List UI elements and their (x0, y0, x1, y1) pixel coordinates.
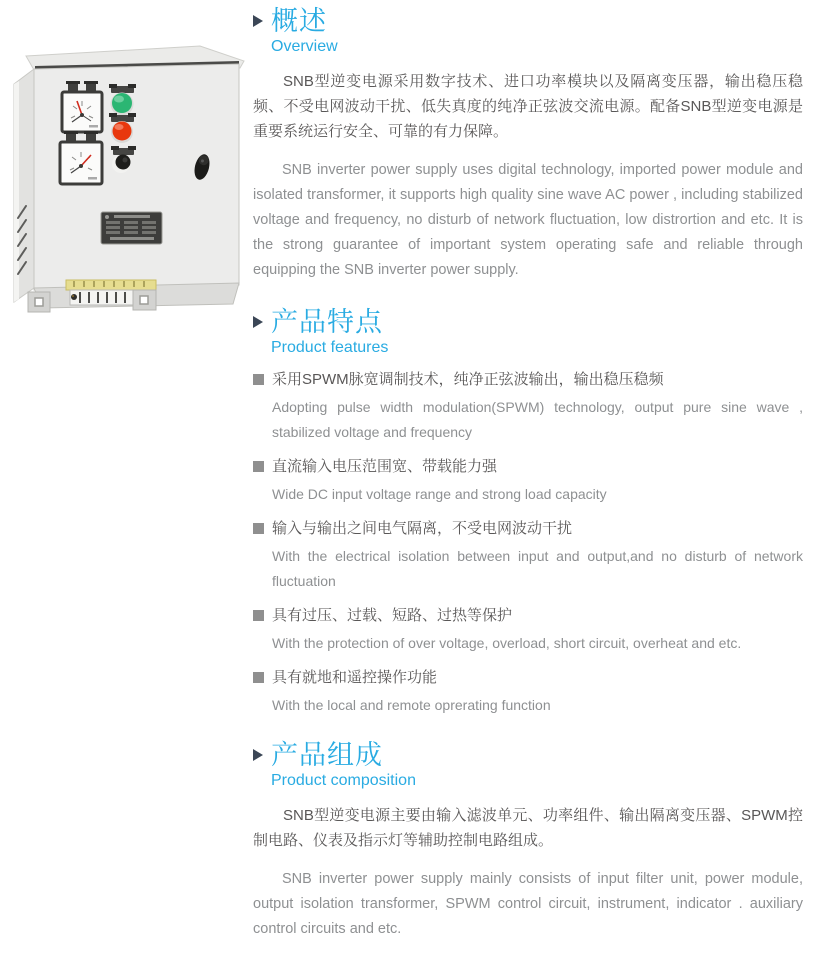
feature-text-en: With the protection of over voltage, overload, short circuit, overheat and etc. (272, 635, 742, 651)
bullet-square-icon (253, 672, 264, 683)
feature-item (253, 456, 803, 507)
section-marker-icon (253, 316, 263, 328)
feature-cn-line (253, 518, 803, 539)
feature-cn-line (253, 605, 803, 626)
section-product-features (253, 307, 803, 718)
feature-text-cn: 直流输入电压范围宽、带载能力强 (272, 458, 498, 475)
overview-title-cn: 概述 (271, 6, 327, 36)
feature-item (253, 667, 803, 718)
section-product-composition (253, 740, 803, 942)
feature-cn-line (253, 667, 803, 688)
section-overview (253, 6, 803, 283)
bullet-square-icon (253, 610, 264, 621)
section-marker-icon (253, 749, 263, 761)
features-header (253, 307, 803, 358)
features-title-cn: 产品特点 (271, 307, 383, 337)
features-title-en: Product features (271, 339, 389, 356)
composition-paragraph-en: SNB inverter power supply mainly consists of input filter unit, power module, output isolation transformer, SPWM control circuit, instrument, indicator . auxiliary control circuits and etc. (253, 871, 803, 937)
feature-item (253, 605, 803, 656)
feature-text-en: With the local and remote oprerating function (272, 697, 551, 713)
feature-cn-line (253, 369, 803, 390)
feature-text-cn: 采用SPWM脉宽调制技术，纯净正弦波输出，输出稳压稳频 (272, 371, 664, 388)
feature-text-en: Adopting pulse width modulation(SPWM) technology, output pure sine wave , stabilized voltage and frequency (272, 399, 803, 440)
composition-title-cn: 产品组成 (271, 740, 383, 770)
composition-title-en: Product composition (271, 772, 416, 789)
cabinet-side-panel (14, 69, 34, 302)
overview-title-en: Overview (271, 38, 338, 55)
feature-text-en: Wide DC input voltage range and strong load capacity (272, 486, 607, 502)
mounting-foot-icon (28, 292, 50, 312)
feature-cn-line (253, 456, 803, 477)
bullet-square-icon (253, 374, 264, 385)
feature-item (253, 369, 803, 445)
feature-text-cn: 输入与输出之间电气隔离，不受电网波动干扰 (272, 520, 573, 537)
feature-text-cn: 具有过压、过载、短路、过热等保护 (272, 607, 513, 624)
section-marker-icon (253, 15, 263, 27)
overview-header (253, 6, 803, 57)
feature-item (253, 518, 803, 594)
overview-paragraph-cn: SNB型逆变电源采用数字技术、进口功率模块以及隔离变压器，输出稳压稳频、不受电网波动干扰、低失真度的纯净正弦波交流电源。配备SNB型逆变电源是重要系统运行安全、可靠的有力保障。 (253, 73, 803, 140)
bullet-square-icon (253, 523, 264, 534)
overview-paragraph-en: SNB inverter power supply uses digital technology, imported power module and isolated transformer, it supports high quality sine wave AC power , including stabilized voltage and frequency, no disturb of network fluctuation, low distrortion and etc. It is the strong guarantee of important system operating safe and reliable through equipping the SNB inverter power supply. (253, 162, 803, 278)
inverter-cabinet-illustration (6, 34, 250, 324)
product-photo (6, 34, 250, 324)
composition-header (253, 740, 803, 791)
nameplate-icon (101, 212, 162, 244)
mounting-foot-icon (133, 290, 156, 310)
feature-text-en: With the electrical isolation between input and output,and no disturb of network fluctuation (272, 548, 803, 589)
composition-paragraph-cn: SNB型逆变电源主要由输入滤波单元、功率组件、输出隔离变压器、SPWM控制电路、仪表及指示灯等辅助控制电路组成。 (253, 807, 803, 849)
features-list (253, 369, 803, 718)
catalog-text-column (253, 6, 803, 942)
feature-text-cn: 具有就地和遥控操作功能 (272, 669, 438, 686)
bullet-square-icon (253, 461, 264, 472)
